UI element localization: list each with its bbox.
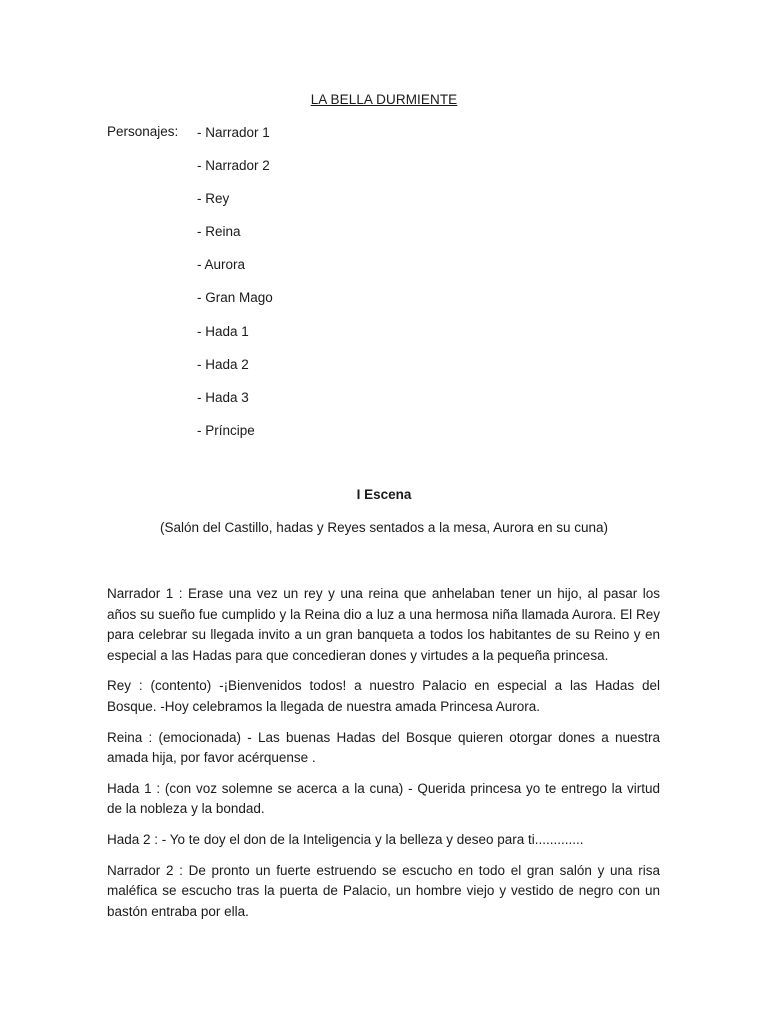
cast-list	[197, 124, 273, 455]
script-paragraph: Hada 2 : - Yo te doy el don de la Inteligencia y la belleza y deseo para ti.............	[107, 831, 584, 847]
script-body	[107, 584, 660, 932]
script-paragraph: Narrador 1 : Erase una vez un rey y una reina que anhelaban tener un hijo, al pasar los años su sueño fue cumplido y la Reina dio a luz a una hermosa niña llamada Aurora. El Rey para celebrar su llegada invito a un gran banqueta a todos los habitantes de su Reino y en especial a las Hadas para que concedieran dones y virtudes a la pequeña princesa.	[107, 586, 660, 663]
cast-item: - Hada 1	[197, 323, 249, 339]
cast-item: - Gran Mago	[197, 290, 273, 306]
document-title: LA BELLA DURMIENTE	[310, 92, 458, 107]
scene-setting: (Salón del Castillo, hadas y Reyes sentados a la mesa, Aurora en su cuna)	[160, 520, 608, 535]
cast-item: - Hada 3	[197, 389, 249, 405]
cast-item: - Rey	[197, 191, 230, 207]
cast-label: Personajes:	[107, 124, 179, 139]
cast-item: - Narrador 1	[197, 125, 270, 140]
cast-item: - Hada 2	[197, 356, 249, 372]
cast-item: - Reina	[197, 224, 241, 240]
script-paragraph: Rey : (contento) -¡Bienvenidos todos! a nuestro Palacio en especial a las Hadas del Bosque. -Hoy celebramos la llegada de nuestra amada Princesa Aurora.	[107, 678, 660, 714]
script-paragraph: Hada 1 : (con voz solemne se acerca a la cuna) - Querida princesa yo te entrego la virtud de la nobleza y la bondad.	[107, 780, 660, 817]
cast-item: - Narrador 2	[197, 158, 270, 174]
cast-item: - Príncipe	[197, 422, 255, 438]
script-paragraph: Reina : (emocionada) - Las buenas Hadas del Bosque quieren otorgar dones a nuestra amada hija, por favor acérquense .	[107, 729, 660, 766]
cast-item: - Aurora	[197, 257, 246, 273]
scene-title: I Escena	[356, 487, 412, 502]
script-paragraph: Narrador 2 : De pronto un fuerte estruendo se escucho en todo el gran salón y una risa maléfica se escucho tras la puerta de Palacio, un hombre viejo y vestido de negro con un bastón entraba por ella.	[107, 862, 660, 919]
